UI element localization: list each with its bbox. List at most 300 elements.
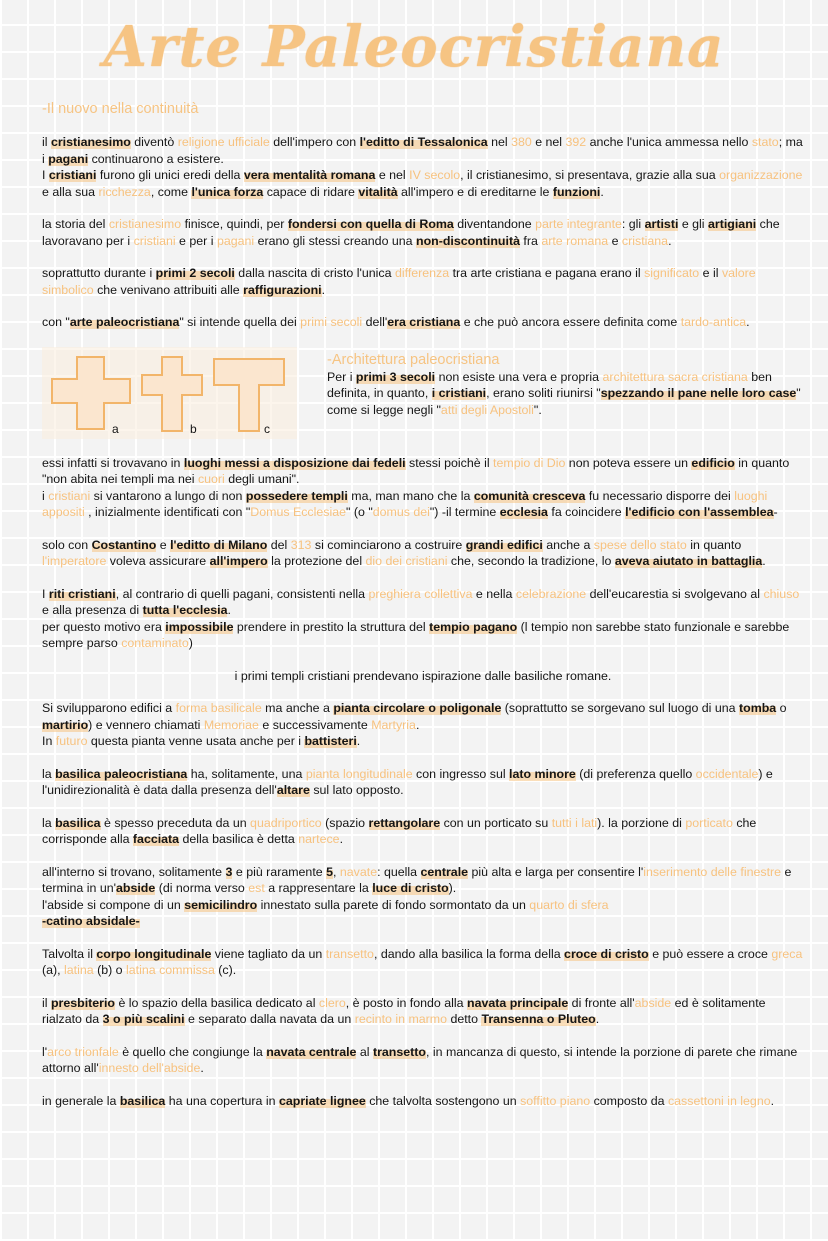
- highlighted-text: abside: [116, 881, 156, 895]
- text-segment: .: [321, 282, 326, 297]
- text-segment: In: [42, 734, 56, 748]
- text-segment: con un porticato su: [440, 815, 552, 830]
- paragraph: [42, 586, 804, 652]
- text-segment: .: [415, 717, 420, 732]
- text-segment: la: [42, 766, 56, 781]
- architecture-section-row: [42, 347, 804, 439]
- accent-text: Martyria: [371, 717, 416, 732]
- accent-text: celebrazione: [515, 586, 587, 601]
- text-segment: ".: [533, 402, 542, 417]
- text-line: [42, 619, 804, 652]
- text-segment: e termina in un': [42, 864, 792, 895]
- highlighted-text: aveva aiutato in battaglia: [614, 554, 763, 568]
- text-segment: di fronte all': [568, 995, 635, 1010]
- accent-text: l'imperatore: [42, 554, 107, 568]
- text-line: [42, 668, 804, 685]
- text-segment: e separato dalla navata da un: [184, 1012, 355, 1026]
- text-segment: ) e vennero chiamati: [88, 717, 204, 732]
- text-segment: (di norma verso: [155, 881, 249, 895]
- highlighted-text: martirio: [42, 717, 89, 732]
- text-segment: prendere in prestito la struttura del: [233, 619, 430, 634]
- highlighted-text: all'impero: [209, 554, 268, 568]
- highlighted-text: non-discontinuità: [416, 233, 520, 248]
- accent-text: 380: [511, 135, 532, 149]
- section-block: [42, 100, 804, 118]
- text-segment: più alta e larga per consentire l': [468, 864, 644, 879]
- highlighted-text: ecclesia: [499, 505, 548, 519]
- highlighted-text: croce di cristo: [564, 946, 649, 961]
- text-segment: ).: [448, 881, 457, 895]
- highlighted-text: impossibile: [165, 619, 234, 634]
- highlighted-text: basilica: [55, 815, 101, 830]
- page-title: Arte Paleocristiana: [103, 14, 725, 80]
- text-segment: stessi poichè il: [405, 455, 494, 470]
- highlighted-text: raffigurazioni: [243, 282, 322, 297]
- text-line: [42, 314, 804, 331]
- text-line: [42, 1044, 804, 1077]
- highlighted-text: basilica: [119, 1093, 166, 1108]
- accent-text: pagani: [216, 233, 255, 248]
- text-segment: la storia del: [42, 217, 109, 231]
- text-segment: si cominciarono a costruire: [311, 537, 466, 552]
- highlighted-text: edificio: [691, 455, 735, 470]
- text-segment: il: [42, 995, 51, 1010]
- paragraph: [42, 455, 804, 521]
- text-segment: capace di ridare: [263, 184, 359, 199]
- text-segment: ). la porzione di: [597, 815, 686, 830]
- text-segment: ") -il termine: [429, 505, 500, 519]
- accent-text: greca: [771, 946, 803, 961]
- highlighted-text: centrale: [420, 864, 469, 879]
- text-segment: composto da: [590, 1093, 668, 1108]
- accent-text: soffitto piano: [520, 1093, 591, 1108]
- text-segment: ,: [333, 864, 340, 879]
- highlighted-text: funzioni: [552, 184, 601, 199]
- text-segment: .: [668, 233, 672, 248]
- text-line: [42, 586, 804, 619]
- text-segment: ma anche a: [261, 701, 334, 715]
- text-segment: il: [42, 135, 51, 149]
- accent-text: preghiera collettiva: [368, 586, 473, 601]
- accent-text: recinto in marmo: [354, 1012, 447, 1026]
- highlighted-text: -catino absidale-: [42, 914, 140, 928]
- text-segment: che venivano attribuiti alle: [93, 282, 244, 297]
- cross-plans-figure: [42, 347, 297, 439]
- accent-text: tutti i lati: [551, 815, 598, 830]
- text-segment: e alla presenza di: [42, 603, 143, 617]
- text-line: [42, 488, 804, 521]
- text-segment: (c).: [214, 963, 237, 977]
- text-line: [42, 216, 804, 249]
- highlighted-text: cristiani: [48, 168, 97, 182]
- label-b: b: [190, 421, 197, 436]
- text-segment: furono gli unici eredi della: [96, 168, 244, 182]
- text-segment: : quella: [377, 864, 421, 879]
- highlighted-text: Transenna o Pluteo: [481, 1012, 596, 1026]
- text-segment: ; ma i: [42, 135, 803, 166]
- highlighted-text: corpo longitudinale: [96, 946, 212, 961]
- highlighted-text: riti cristiani: [48, 586, 116, 601]
- highlighted-text: vitalità: [358, 184, 398, 199]
- accent-text: ricchezza: [98, 184, 151, 199]
- text-segment: e: [608, 233, 622, 248]
- highlighted-text: primi 2 secoli: [155, 266, 235, 280]
- text-segment: .: [770, 1093, 775, 1108]
- text-segment: .: [595, 1012, 600, 1026]
- text-segment: che, secondo la tradizione, lo: [447, 554, 615, 568]
- accent-text: domus dei: [372, 505, 430, 519]
- tau-cross-shape: [214, 359, 284, 431]
- text-segment: l'abside si compone di un: [42, 897, 185, 912]
- highlighted-text: l'editto di Milano: [170, 537, 268, 552]
- accent-text: architettura sacra cristiana: [602, 369, 748, 384]
- text-segment: .: [762, 554, 766, 568]
- text-segment: in generale la: [42, 1093, 120, 1108]
- highlighted-text: pagani: [48, 151, 89, 166]
- highlighted-text: i cristiani: [431, 386, 487, 400]
- text-line: [42, 766, 804, 799]
- text-segment: dell'impero con: [269, 135, 360, 149]
- accent-text: arco trionfale: [47, 1044, 119, 1059]
- accent-text: 392: [565, 135, 587, 149]
- notes-content: [42, 100, 804, 1129]
- text-segment: all'interno si trovano, solitamente: [42, 864, 226, 879]
- accent-text: chiuso: [763, 586, 800, 601]
- text-segment: (di preferenza quello: [575, 766, 696, 781]
- highlighted-text: facciata: [132, 832, 180, 846]
- accent-text: cristiani: [48, 488, 91, 503]
- text-segment: solo con: [42, 537, 92, 552]
- highlighted-text: navata centrale: [266, 1044, 357, 1059]
- highlighted-text: spezzando il pane nelle loro case: [600, 386, 797, 400]
- highlighted-text: Costantino: [91, 537, 157, 552]
- accent-text: cristiana: [621, 233, 669, 248]
- text-segment: la: [42, 815, 56, 830]
- text-segment: anche a: [542, 537, 594, 552]
- section-block: [327, 351, 804, 419]
- text-segment: continuarono a esistere.: [88, 151, 224, 166]
- text-segment: -: [773, 505, 778, 519]
- highlighted-text: pianta circolare o poligonale: [333, 701, 502, 715]
- text-segment: sul lato opposto.: [309, 783, 404, 797]
- text-segment: , dando alla basilica la forma della: [373, 946, 565, 961]
- accent-text: forma basilicale: [175, 701, 262, 715]
- text-segment: voleva assicurare: [106, 554, 210, 568]
- highlighted-text: l'unica forza: [191, 184, 264, 199]
- text-segment: I: [42, 168, 49, 182]
- text-segment: innestato sulla parete di fondo sormontato da un: [257, 897, 530, 912]
- highlighted-text: artigiani: [708, 217, 757, 231]
- text-segment: , inizialmente identificati con ": [84, 505, 251, 519]
- text-segment: fra: [519, 233, 542, 248]
- text-segment: Talvolta il: [42, 946, 97, 961]
- highlighted-text: vera mentalità romana: [243, 168, 376, 182]
- text-segment: " (o ": [346, 505, 373, 519]
- text-segment: l': [42, 1044, 48, 1059]
- section-heading: -Architettura paleocristiana: [327, 351, 500, 368]
- text-segment: , è posto in fondo alla: [345, 995, 467, 1010]
- text-segment: soprattutto durante i: [42, 266, 156, 280]
- text-segment: non esiste una vera e propria: [435, 369, 603, 384]
- highlighted-text: semicilindro: [184, 897, 258, 912]
- highlighted-text: tempio pagano: [429, 619, 518, 634]
- text-segment: anche l'unica ammessa nello: [586, 135, 752, 149]
- text-segment: viene tagliato da un: [211, 946, 326, 961]
- text-segment: Per i: [327, 369, 356, 384]
- accent-text: tempio di Dio: [493, 455, 566, 470]
- highlighted-text: fondersi con quella di Roma: [287, 217, 454, 231]
- text-line: [42, 995, 804, 1028]
- text-segment: e successivamente: [258, 717, 372, 732]
- text-segment: è quello che congiunge la: [118, 1044, 267, 1059]
- text-line: [42, 733, 804, 750]
- accent-text: occidentale: [695, 766, 759, 781]
- text-segment: .: [339, 832, 344, 846]
- highlighted-text: altare: [276, 783, 310, 797]
- accent-text: organizzazione: [719, 168, 803, 182]
- accent-text: latina: [64, 963, 94, 977]
- text-line: [327, 369, 804, 419]
- text-line: [42, 100, 804, 118]
- text-segment: e nel: [375, 168, 410, 182]
- text-segment: , al contrario di quelli pagani, consistenti nella: [115, 586, 369, 601]
- text-segment: questa pianta venne usata anche per i: [87, 734, 305, 748]
- accent-text: transetto: [325, 946, 374, 961]
- paragraph: [42, 1044, 804, 1077]
- text-segment: che lavoravano per i: [42, 217, 780, 248]
- text-segment: ben definita, in quanto,: [327, 369, 772, 400]
- text-segment: , il cristianesimo, si presentava, grazie alla sua: [460, 168, 720, 182]
- accent-text: quarto di sfera: [529, 897, 609, 912]
- text-segment: i: [42, 488, 49, 503]
- paragraph: [42, 265, 804, 298]
- text-segment: (a),: [42, 963, 65, 977]
- text-segment: che talvolta sostengono un: [365, 1093, 521, 1108]
- label-c: c: [264, 421, 270, 436]
- text-segment: e nel: [531, 135, 566, 149]
- highlighted-text: 3: [225, 864, 233, 879]
- highlighted-text: arte paleocristiana: [69, 315, 180, 329]
- paragraph: [42, 995, 804, 1028]
- section-heading: -Il nuovo nella continuità: [42, 101, 199, 117]
- accent-text: cristianesimo: [108, 217, 182, 231]
- accent-text: inserimento delle finestre: [643, 864, 782, 879]
- highlighted-text: 3 o più scalini: [102, 1012, 185, 1026]
- text-segment: diventò: [130, 135, 178, 149]
- highlighted-text: rettangolare: [368, 815, 441, 830]
- text-segment: o: [776, 701, 787, 715]
- highlighted-text: basilica paleocristiana: [55, 766, 188, 781]
- accent-text: contaminato: [121, 636, 189, 650]
- latin-cross-shape: [142, 357, 202, 431]
- text-segment: per questo motivo era: [42, 619, 166, 634]
- text-segment: essi infatti si trovavano in: [42, 455, 184, 470]
- text-line: [42, 134, 804, 167]
- accent-text: cristiani: [133, 233, 176, 248]
- text-segment: detto: [447, 1012, 482, 1026]
- accent-text: latina commissa: [126, 963, 215, 977]
- text-segment: : gli: [621, 217, 645, 231]
- highlighted-text: luce di cristo: [372, 881, 449, 895]
- paragraph: [42, 1093, 804, 1110]
- text-segment: diventandone: [453, 217, 536, 231]
- text-segment: e alla sua: [42, 184, 99, 199]
- text-segment: , in mancanza di questo, si intende la porzione di parete che rimane attorno all': [42, 1044, 798, 1075]
- paragraph: [42, 946, 804, 979]
- highlighted-text: transetto: [372, 1044, 426, 1059]
- text-segment: degli umani".: [224, 472, 300, 486]
- highlighted-text: capriate lignee: [278, 1093, 366, 1108]
- text-line: [42, 864, 804, 897]
- text-segment: ha, solitamente, una: [187, 766, 306, 781]
- highlighted-text: 5: [326, 864, 333, 879]
- text-segment: (l tempio non sarebbe stato funzionale e sarebbe sempre parso: [42, 619, 790, 650]
- text-segment: (soprattutto se sorgevano sul luogo di una: [501, 701, 739, 715]
- text-segment: ed è solitamente rialzato da: [42, 995, 766, 1026]
- highlighted-text: era cristiana: [387, 315, 461, 329]
- paragraph: [42, 134, 804, 200]
- text-segment: in quanto "non abita nei templi ma nei: [42, 455, 790, 486]
- text-segment: con ": [42, 315, 70, 329]
- text-line: [42, 455, 804, 488]
- paragraph: [42, 700, 804, 750]
- text-segment: della basilica è detta: [179, 832, 299, 846]
- accent-text: luoghi appositi: [42, 488, 768, 519]
- text-line: [42, 537, 804, 570]
- text-line: [42, 167, 804, 200]
- text-segment: .: [356, 734, 361, 748]
- highlighted-text: primi 3 secoli: [355, 369, 436, 384]
- text-segment: (b) o: [93, 963, 127, 977]
- accent-text: differenza: [394, 266, 450, 280]
- text-segment: ): [188, 636, 193, 650]
- text-segment: .: [600, 184, 604, 199]
- text-line: [42, 946, 804, 979]
- text-segment: che corrisponde alla: [42, 815, 757, 846]
- accent-text: IV secolo: [409, 168, 461, 182]
- accent-text: spese dello stato: [593, 537, 687, 552]
- text-line: [42, 700, 804, 733]
- text-segment: , erano soliti riunirsi ": [486, 386, 601, 400]
- text-segment: è spesso preceduta da un: [100, 815, 251, 830]
- highlighted-text: possedere templi: [245, 488, 348, 503]
- basilica-cross-plans-illustration: [42, 347, 297, 439]
- accent-text: 313: [290, 537, 312, 552]
- highlighted-text: presbiterio: [50, 995, 115, 1010]
- text-segment: e nella: [472, 586, 516, 601]
- text-segment: è lo spazio della basilica dedicato al: [115, 995, 319, 1010]
- accent-text: cuori: [197, 472, 225, 486]
- text-segment: (spazio: [321, 815, 369, 830]
- highlighted-text: battisteri: [304, 734, 357, 748]
- accent-text: Domus Ecclesiae: [250, 505, 347, 519]
- text-line: [42, 815, 804, 848]
- text-line: [42, 913, 804, 930]
- highlighted-text: artisti: [644, 217, 679, 231]
- text-segment: .: [227, 603, 231, 617]
- text-line: [42, 897, 804, 914]
- text-segment: e per i: [175, 233, 217, 248]
- text-segment: erano gli stessi creando una: [254, 233, 417, 248]
- accent-text: atti degli Apostoli: [440, 402, 534, 417]
- accent-text: Memoriae: [203, 717, 259, 732]
- accent-text: cassettoni in legno: [667, 1093, 771, 1108]
- text-segment: tra arte cristiana e pagana erano il: [449, 266, 645, 280]
- accent-text: tardo-antica: [680, 315, 747, 329]
- text-segment: ma, man mano che la: [347, 488, 474, 503]
- accent-text: navate: [339, 864, 378, 879]
- accent-text: dio dei cristiani: [365, 554, 448, 568]
- highlighted-text: cristianesimo: [50, 135, 131, 149]
- text-segment: .: [746, 315, 750, 329]
- accent-text: abside: [634, 995, 672, 1010]
- text-segment: e: [156, 537, 171, 552]
- text-segment: la protezione del: [267, 554, 366, 568]
- text-segment: e gli: [678, 217, 709, 231]
- greek-cross-shape: [52, 357, 130, 429]
- text-segment: fu necessario disporre dei: [585, 488, 735, 503]
- text-line: [42, 1093, 804, 1110]
- accent-text: religione ufficiale: [177, 135, 270, 149]
- highlighted-text: lato minore: [509, 766, 576, 781]
- text-segment: all'impero e di ereditarne le: [397, 184, 553, 199]
- paragraph: [42, 668, 804, 685]
- text-segment: si vantarono a lungo di non: [90, 488, 246, 503]
- accent-text: significato: [644, 266, 700, 280]
- accent-text: quadriportico: [250, 815, 322, 830]
- highlighted-text: grandi edifici: [465, 537, 543, 552]
- paragraph: [42, 537, 804, 570]
- text-segment: I: [42, 586, 49, 601]
- accent-text: valore simbolico: [42, 266, 756, 297]
- paragraph: [42, 766, 804, 799]
- text-segment: ha una copertura in: [165, 1093, 279, 1108]
- text-segment: e può essere a croce: [648, 946, 772, 961]
- text-segment: dell': [362, 315, 388, 329]
- text-segment: del: [267, 537, 291, 552]
- paragraph: [42, 216, 804, 249]
- text-segment: i primi templi cristiani prendevano ispirazione dalle basiliche romane.: [234, 668, 612, 683]
- accent-text: porticato: [685, 815, 733, 830]
- accent-text: arte romana: [541, 233, 609, 248]
- accent-text: stato: [751, 135, 779, 149]
- highlighted-text: navata principale: [467, 995, 569, 1010]
- label-a: a: [112, 421, 119, 436]
- text-segment: , come: [150, 184, 192, 199]
- text-segment: fa coincidere: [547, 505, 626, 519]
- accent-text: clero: [318, 995, 346, 1010]
- accent-text: innesto dell'abside: [98, 1061, 201, 1075]
- text-segment: non poteva essere un: [565, 455, 692, 470]
- text-segment: finisce, quindi, per: [181, 217, 288, 231]
- highlighted-text: tutta l'ecclesia: [142, 603, 228, 617]
- text-segment: nel: [487, 135, 512, 149]
- text-segment: " come si legge negli ": [327, 386, 801, 417]
- text-segment: con ingresso sul: [412, 766, 510, 781]
- accent-text: pianta longitudinale: [305, 766, 413, 781]
- text-segment: a rappresentare la: [264, 881, 373, 895]
- text-segment: e più raramente: [232, 864, 327, 879]
- paragraph: [42, 815, 804, 848]
- accent-text: nartece: [298, 832, 340, 846]
- highlighted-text: l'edificio con l'assemblea: [625, 505, 774, 519]
- highlighted-text: luoghi messi a disposizione dai fedeli: [183, 455, 406, 470]
- text-segment: al: [356, 1044, 373, 1059]
- text-segment: ) e l'unidirezionalità è data dalla presenza dell': [42, 766, 773, 797]
- text-line: [42, 265, 804, 298]
- text-segment: in quanto: [686, 537, 742, 552]
- paragraph: [42, 864, 804, 930]
